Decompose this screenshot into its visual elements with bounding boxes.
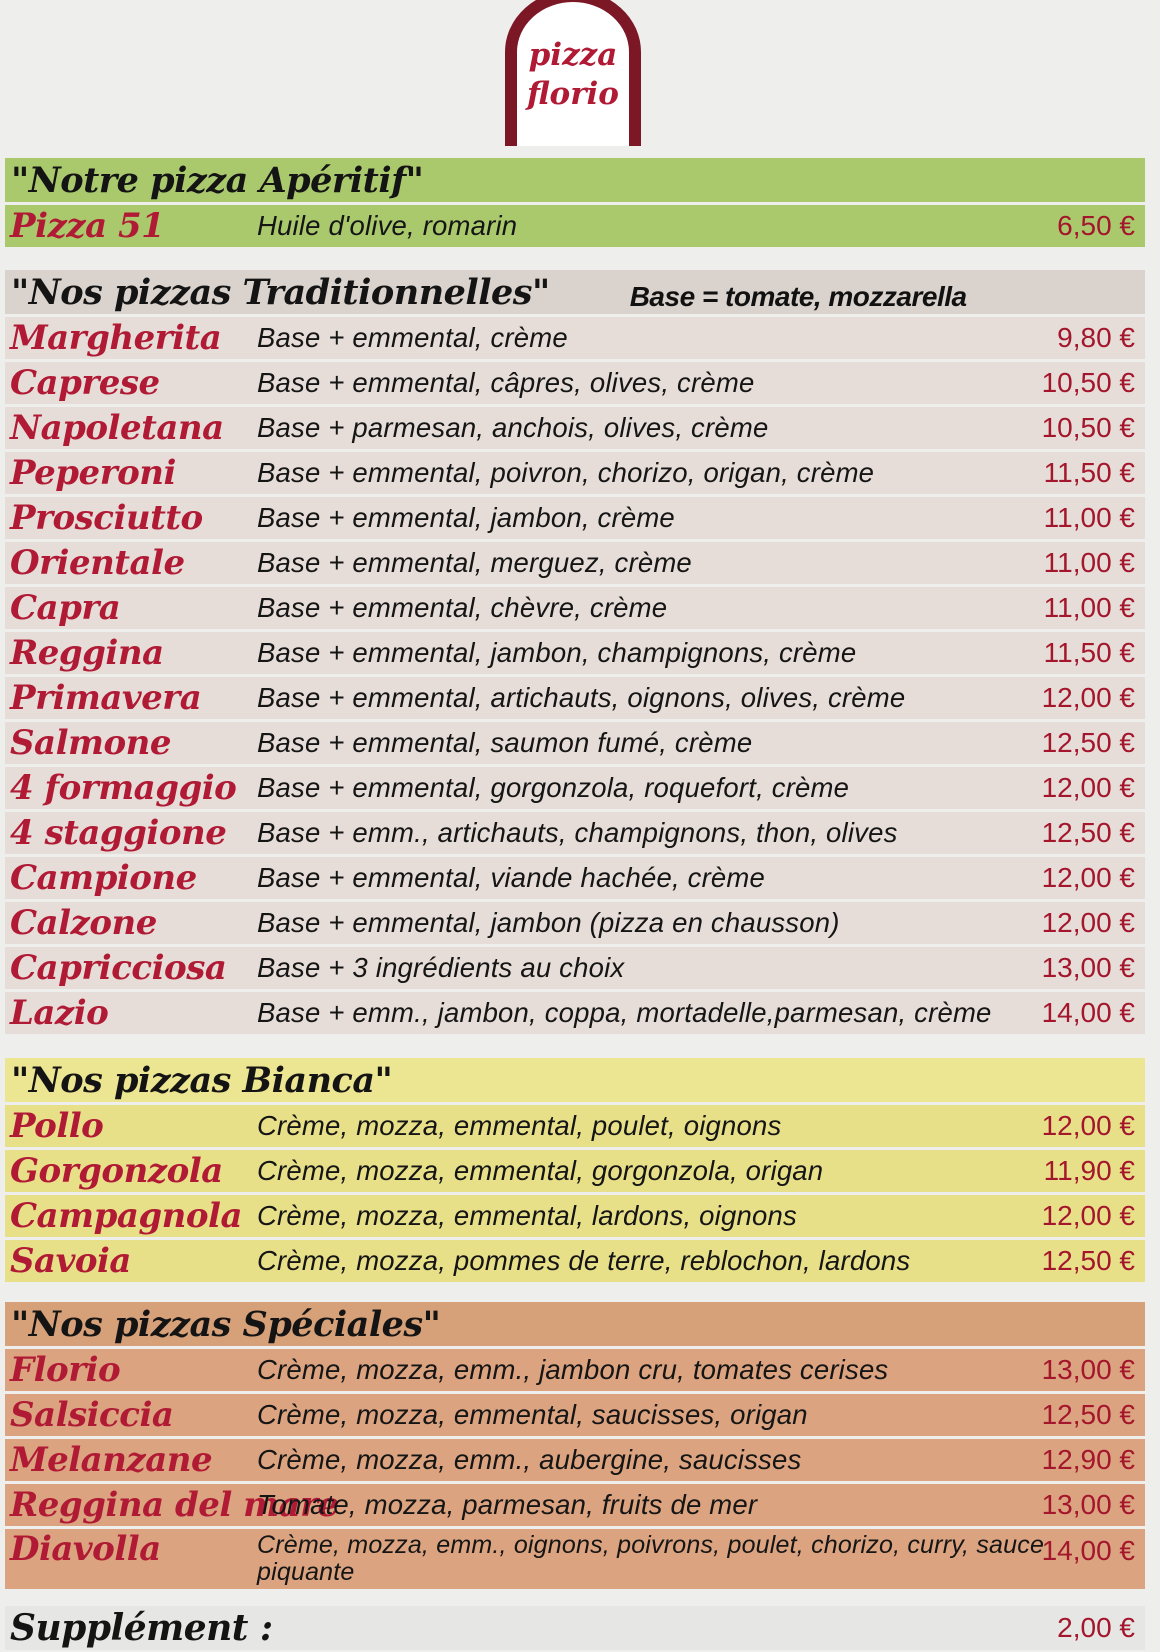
pizza-name: Napoletana <box>10 408 224 448</box>
pizza-ingredients: Crème, mozza, emmental, saucisses, origan <box>257 1399 808 1430</box>
menu-item <box>5 632 1145 674</box>
base-note: Base = tomate, mozzarella <box>629 281 967 312</box>
pizza-ingredients: Base + emmental, gorgonzola, roquefort, crème <box>257 772 850 803</box>
pizza-name: Prosciutto <box>10 498 203 538</box>
pizza-ingredients: Base + emm., artichauts, champignons, thon, olives <box>257 817 898 848</box>
pizza-name: Capra <box>10 588 121 628</box>
pizza-name: Diavolla <box>10 1529 161 1569</box>
logo-line-2: florio <box>526 76 620 112</box>
pizza-price: 11,50 € <box>1043 637 1135 668</box>
pizza-name: Campione <box>10 858 197 898</box>
pizza-name: Orientale <box>10 543 185 583</box>
pizza-ingredients: Base + emmental, câpres, olives, crème <box>257 367 755 398</box>
pizza-ingredients: Base + emmental, chèvre, crème <box>257 592 668 623</box>
pizza-name: Salsiccia <box>10 1395 174 1435</box>
section-speciales <box>5 1302 1145 1589</box>
pizza-name: Caprese <box>10 363 160 403</box>
pizza-ingredients: Base + parmesan, anchois, olives, crème <box>257 412 769 443</box>
menu-item <box>5 587 1145 629</box>
supplement-label: Supplément : <box>10 1607 273 1649</box>
menu-item <box>5 1105 1145 1147</box>
pizza-price: 12,50 € <box>1041 1245 1135 1276</box>
menu-item <box>5 1349 1145 1391</box>
menu-item <box>5 452 1145 494</box>
pizza-name: 4 staggione <box>10 813 227 853</box>
menu-item <box>5 947 1145 989</box>
menu-item <box>5 677 1145 719</box>
menu-item <box>5 902 1145 944</box>
pizza-price: 11,00 € <box>1043 502 1135 533</box>
menu-item <box>5 1529 1145 1589</box>
pizza-ingredients: Base + 3 ingrédients au choix <box>257 952 625 983</box>
menu-item <box>5 317 1145 359</box>
pizza-price: 13,00 € <box>1041 1489 1135 1520</box>
pizza-price: 11,00 € <box>1043 547 1135 578</box>
pizza-price: 11,90 € <box>1043 1155 1135 1186</box>
pizza-price: 14,00 € <box>1041 997 1135 1028</box>
pizza-ingredients: Base + emmental, saumon fumé, crème <box>257 727 753 758</box>
pizza-name: Savoia <box>10 1241 131 1281</box>
pizza-price: 11,50 € <box>1043 457 1135 488</box>
pizza-ingredients: Crème, mozza, emmental, poulet, oignons <box>257 1110 782 1141</box>
menu-item <box>5 362 1145 404</box>
pizza-price: 6,50 € <box>1057 210 1135 241</box>
pizza-florio-logo <box>503 0 643 146</box>
pizza-ingredients: Crème, mozza, emm., oignons, poivrons, poulet, chorizo, curry, sauce piquante <box>257 1531 1045 1586</box>
pizza-price: 12,50 € <box>1041 817 1135 848</box>
section-traditional <box>5 270 1145 1034</box>
pizza-price: 12,00 € <box>1041 907 1135 938</box>
pizza-ingredients: Base + emmental, jambon, crème <box>257 502 675 533</box>
section-title: "Nos pizzas Bianca" <box>5 1058 1145 1102</box>
pizza-price: 12,90 € <box>1041 1444 1135 1475</box>
pizza-price: 14,00 € <box>1041 1535 1135 1566</box>
section-title: "Notre pizza Apéritif" <box>5 158 1145 202</box>
pizza-price: 12,00 € <box>1041 772 1135 803</box>
pizza-ingredients: Base + emmental, crème <box>257 322 568 353</box>
pizza-name: Florio <box>10 1350 121 1390</box>
pizza-name: 4 formaggio <box>10 768 237 808</box>
pizza-price: 13,00 € <box>1041 1354 1135 1385</box>
menu-item <box>5 992 1145 1034</box>
menu-item <box>5 1150 1145 1192</box>
section-title: "Nos pizzas Traditionnelles" <box>11 271 550 313</box>
pizza-name: Reggina <box>10 633 164 673</box>
pizza-name: Calzone <box>10 903 157 943</box>
pizza-ingredients: Huile d'olive, romarin <box>257 210 518 241</box>
pizza-name: Gorgonzola <box>10 1151 223 1191</box>
menu-item <box>5 722 1145 764</box>
pizza-price: 12,00 € <box>1041 1200 1135 1231</box>
menu-item <box>5 857 1145 899</box>
menu-item <box>5 1240 1145 1282</box>
section-header <box>5 270 1145 314</box>
pizza-ingredients: Tomate, mozza, parmesan, fruits de mer <box>257 1489 758 1520</box>
menu-item <box>5 812 1145 854</box>
menu-item <box>5 1484 1145 1526</box>
pizza-name: Peperoni <box>10 453 176 493</box>
menu-item <box>5 1394 1145 1436</box>
pizza-ingredients: Base + emm., jambon, coppa, mortadelle,parmesan, crème <box>257 997 992 1028</box>
pizza-name: Reggina del mare <box>10 1485 339 1525</box>
pizza-price: 10,50 € <box>1041 412 1135 443</box>
pizza-ingredients: Base + emmental, poivron, chorizo, origan, crème <box>257 457 875 488</box>
menu-item <box>5 767 1145 809</box>
menu-item <box>5 407 1145 449</box>
pizza-price: 12,00 € <box>1041 862 1135 893</box>
pizza-name: Melanzane <box>10 1440 213 1480</box>
pizza-ingredients: Crème, mozza, emmental, gorgonzola, origan <box>257 1155 824 1186</box>
pizza-ingredients: Crème, mozza, emm., jambon cru, tomates cerises <box>257 1354 889 1385</box>
pizza-name: Capricciosa <box>10 948 227 988</box>
pizza-price: 11,00 € <box>1043 592 1135 623</box>
pizza-ingredients: Base + emmental, artichauts, oignons, olives, crème <box>257 682 906 713</box>
pizza-name: Primavera <box>10 678 202 718</box>
pizza-price: 9,80 € <box>1057 322 1135 353</box>
pizza-price: 12,50 € <box>1041 727 1135 758</box>
pizza-price: 12,50 € <box>1041 1399 1135 1430</box>
menu-item <box>5 205 1145 247</box>
pizza-price: 12,00 € <box>1041 682 1135 713</box>
pizza-name: Margherita <box>10 318 222 358</box>
pizza-price: 13,00 € <box>1041 952 1135 983</box>
menu-item <box>5 1439 1145 1481</box>
section-title: "Nos pizzas Spéciales" <box>5 1302 1145 1346</box>
section-bianca <box>5 1058 1145 1282</box>
pizza-ingredients: Base + emmental, viande hachée, crème <box>257 862 766 893</box>
pizza-ingredients: Base + emmental, jambon (pizza en chausson) <box>257 907 840 938</box>
pizza-price: 10,50 € <box>1041 367 1135 398</box>
menu-item <box>5 542 1145 584</box>
section-aperitif <box>5 158 1145 247</box>
pizza-price: 12,00 € <box>1041 1110 1135 1141</box>
pizza-name: Campagnola <box>10 1196 242 1236</box>
pizza-ingredients: Crème, mozza, emmental, lardons, oignons <box>257 1200 797 1231</box>
pizza-name: Salmone <box>10 723 172 763</box>
supplement-row <box>5 1606 1145 1650</box>
menu-item <box>5 497 1145 539</box>
menu-item <box>5 1195 1145 1237</box>
pizza-name: Pizza 51 <box>10 206 165 246</box>
pizza-ingredients: Base + emmental, merguez, crème <box>257 547 692 578</box>
pizza-ingredients: Crème, mozza, emm., aubergine, saucisses <box>257 1444 802 1475</box>
logo-line-1: pizza <box>528 37 618 73</box>
supplement-price: 2,00 € <box>1057 1612 1135 1643</box>
pizza-ingredients: Base + emmental, jambon, champignons, crème <box>257 637 857 668</box>
pizza-ingredients: Crème, mozza, pommes de terre, reblochon, lardons <box>257 1245 911 1276</box>
pizza-name: Pollo <box>10 1106 104 1146</box>
pizza-name: Lazio <box>10 993 109 1033</box>
